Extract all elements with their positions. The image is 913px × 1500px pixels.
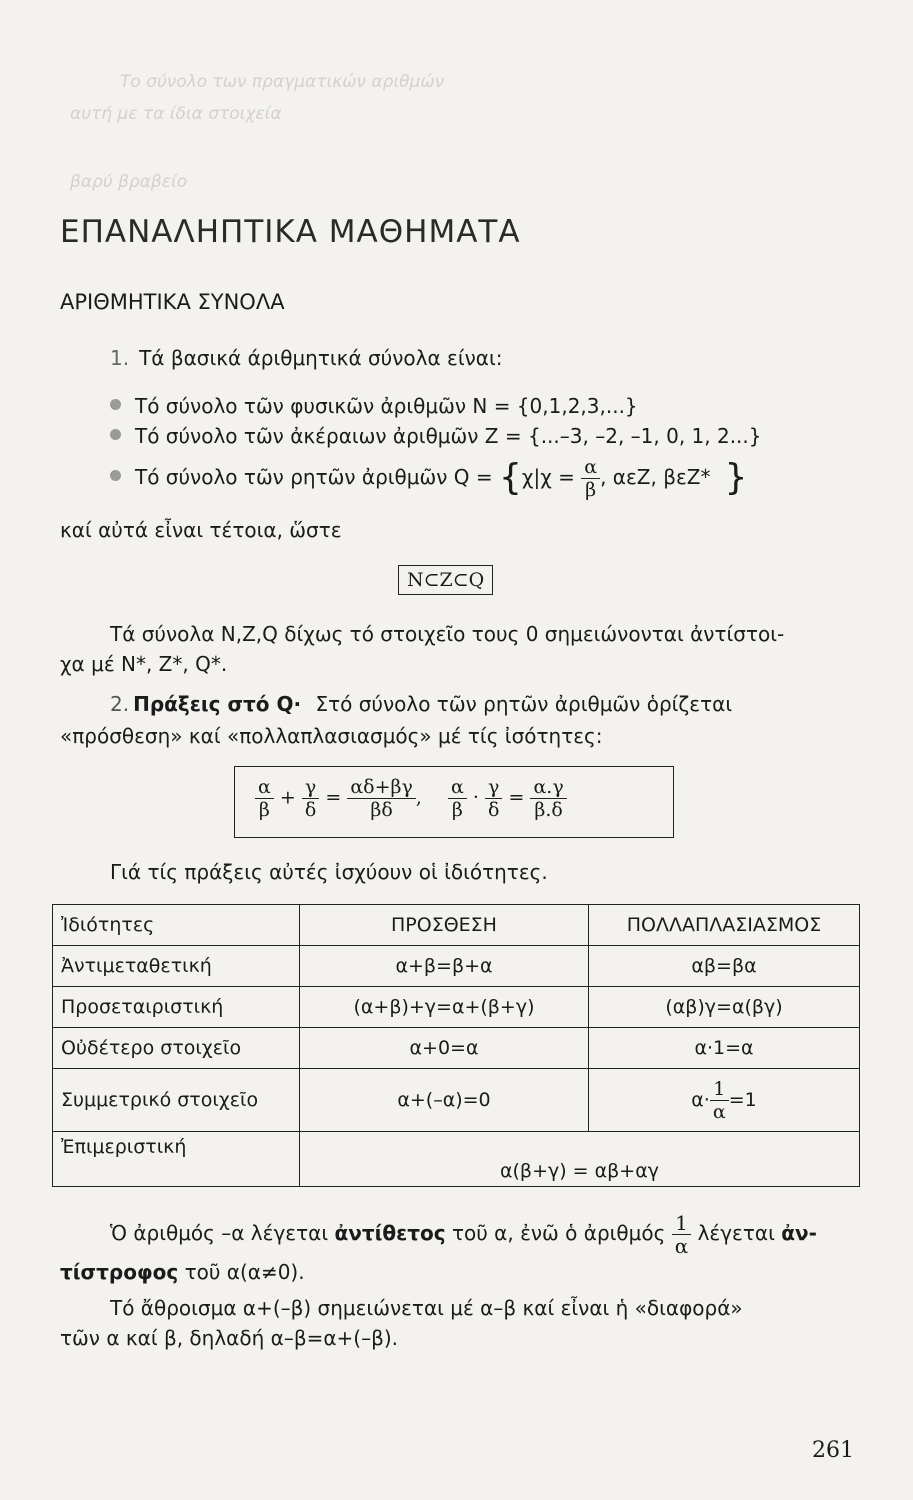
closing-text: τοῦ α, ἐνῶ ὁ ἀριθμός [451, 1221, 666, 1245]
closing-text: λέγεται [697, 1221, 775, 1245]
equals-sign: = [325, 786, 342, 809]
fraction-numerator: 1 [710, 1078, 729, 1101]
fraction-denominator: βδ [370, 799, 393, 821]
bullet-icon [110, 429, 121, 440]
fraction [672, 1212, 692, 1257]
table-row [53, 946, 860, 987]
multiplication-cell [589, 1069, 860, 1132]
addition-cell: α+β=β+α [300, 946, 589, 987]
fraction-denominator: β [585, 479, 597, 501]
nonzero-text-1: Τά σύνολα N,Z,Q δίχως τό στοιχεῖο τους 0 σημειώνονται ἀντίστοι- [110, 622, 785, 646]
property-name: Οὐδέτερο στοιχεῖο [53, 1028, 300, 1069]
fraction-denominator: β.δ [534, 799, 563, 821]
addition-cell: (α+β)+γ=α+(β+γ) [300, 987, 589, 1028]
property-name: Προσεταιριστική [53, 987, 300, 1028]
rational-set-left: χ|χ = [521, 465, 575, 489]
table-header: ΠΟΛΛΑΠΛΑΣΙΑΣΜΟΣ [589, 905, 860, 946]
table-row [53, 987, 860, 1028]
term-opposite: ἀντίθετος [334, 1221, 446, 1245]
dot-sign: · [472, 786, 479, 809]
table-row [53, 1069, 860, 1132]
item2-title: Πράξεις στό Q· [133, 692, 302, 716]
bullet-integers [110, 424, 762, 448]
fraction-numerator: 1 [672, 1212, 692, 1235]
fraction-numerator: γ [302, 776, 319, 799]
fraction-denominator: α [674, 1234, 689, 1258]
item2-text-2: «πρόσθεση» καί «πολλαπλασιασμός» μέ τίς ἰσότητες: [60, 724, 603, 748]
comma: , [415, 786, 422, 809]
fraction [448, 776, 467, 821]
fraction-numerator: α.γ [530, 776, 566, 799]
item-number: 1. [110, 346, 130, 370]
addition-cell: α+0=α [300, 1028, 589, 1069]
fraction-numerator: α [448, 776, 467, 799]
fraction-denominator: β [451, 799, 463, 821]
property-name: Ἐπιμεριστική [53, 1132, 300, 1187]
table-row [53, 1132, 860, 1187]
plus-sign: + [279, 786, 296, 809]
bullet-icon [110, 470, 121, 481]
fraction-denominator: δ [487, 799, 500, 821]
fraction [485, 776, 502, 821]
property-name: Ἀντιμεταθετική [53, 946, 300, 987]
table-header-row [53, 905, 860, 946]
term-inverse-part: τίστροφος [60, 1260, 179, 1284]
bullet-icon [110, 399, 121, 410]
fraction [710, 1078, 729, 1123]
inverse-text [60, 1260, 305, 1284]
equals-sign: = [508, 786, 525, 809]
mul-suffix: =1 [728, 1088, 757, 1111]
item-number: 2. [110, 692, 130, 716]
fraction-numerator: γ [485, 776, 502, 799]
fraction [530, 776, 566, 821]
rational-fraction [581, 456, 600, 501]
show-through-text: βαρύ βραβείο [70, 172, 188, 192]
item1-intro-text: Τά βασικά άριθμητικά σύνολα είναι: [139, 346, 503, 370]
rational-set-prefix: Τό σύνολο τῶν ρητῶν ἀριθμῶν Q = [135, 465, 493, 489]
show-through-text: αυτή με τα ίδια στοιχεία [70, 104, 282, 124]
integer-set-text: Τό σύνολο τῶν ἀκέραιων ἀριθμῶν Z = {...–3, –2, –1, 0, 1, 2...} [135, 424, 762, 448]
multiplication-cell: (αβ)γ=α(βγ) [589, 987, 860, 1028]
rational-set-right: , αεZ, βεZ* [600, 465, 711, 489]
difference-text-2: τῶν α καί β, δηλαδή α–β=α+(–β). [60, 1326, 399, 1350]
item1-intro [110, 346, 502, 370]
multiplication-cell: αβ=βα [589, 946, 860, 987]
fraction [302, 776, 319, 821]
fraction-denominator: β [258, 799, 270, 821]
difference-text-1: Τό ἄθροισμα α+(–β) σημειώνεται μέ α–β καί εἶναι ἡ «διαφορά» [110, 1296, 743, 1320]
distributive-cell: α(β+γ) = αβ+αγ [300, 1132, 860, 1187]
fraction [255, 776, 274, 821]
closing-text: τοῦ α(α≠0). [184, 1260, 305, 1284]
nonzero-text-2: χα μέ N*, Z*, Q*. [60, 652, 228, 676]
show-through-text: Το σύνολο των πραγματικών αριθμών [120, 72, 445, 92]
closing-text: Ὁ ἀριθμός –α λέγεται [110, 1221, 329, 1245]
item2-text-1: Στό σύνολο τῶν ρητῶν ἀριθμῶν ὁρίζεται [315, 692, 733, 716]
item2-heading [110, 692, 732, 716]
fraction-denominator: α [712, 1100, 726, 1123]
section-title: ΕΠΑΝΑΛΗΠΤΙΚΑ ΜΑΘΗΜΑΤΑ [60, 214, 521, 250]
term-inverse-part: ἀν- [781, 1221, 817, 1245]
properties-intro: Γιά τίς πράξεις αὐτές ἰσχύουν οἱ ἰδιότητες. [110, 860, 548, 884]
properties-table [52, 904, 860, 1187]
bullet-rationals: Τό σύνολο τῶν ρητῶν ἀριθμῶν Q = {χ|χ = $\frac{\alpha}{\beta}$ , αεZ, βεZ* } [110, 456, 747, 501]
subsection-title: ΑΡΙΘΜΗΤΙΚΑ ΣΥΝΟΛΑ [60, 290, 285, 314]
mul-prefix: α· [691, 1088, 710, 1111]
table-header: ΠΡΟΣΘΕΣΗ [300, 905, 589, 946]
table-row [53, 1028, 860, 1069]
fraction-numerator: α [581, 456, 600, 479]
fraction-denominator: δ [304, 799, 317, 821]
fraction-numerator: α [255, 776, 274, 799]
natural-set-text: Τό σύνολο τῶν φυσικῶν ἀριθμῶν N = {0,1,2,3,...} [135, 394, 638, 418]
fraction [347, 776, 416, 821]
bullet-natural [110, 394, 638, 418]
inclusion-box: N⊂Z⊂Q [398, 565, 493, 595]
multiplication-cell: α·1=α [589, 1028, 860, 1069]
such-that-text: καί αὐτά εἶναι τέτοια, ὥστε [60, 518, 342, 542]
opposite-text [110, 1212, 817, 1257]
property-name: Συμμετρικό στοιχεῖο [53, 1069, 300, 1132]
page-number: 261 [812, 1438, 854, 1463]
addition-cell: α+(–α)=0 [300, 1069, 589, 1132]
table-header: Ἰδιότητες [53, 905, 300, 946]
operations-formula-box [234, 766, 674, 838]
fraction-numerator: αδ+βγ [347, 776, 416, 799]
